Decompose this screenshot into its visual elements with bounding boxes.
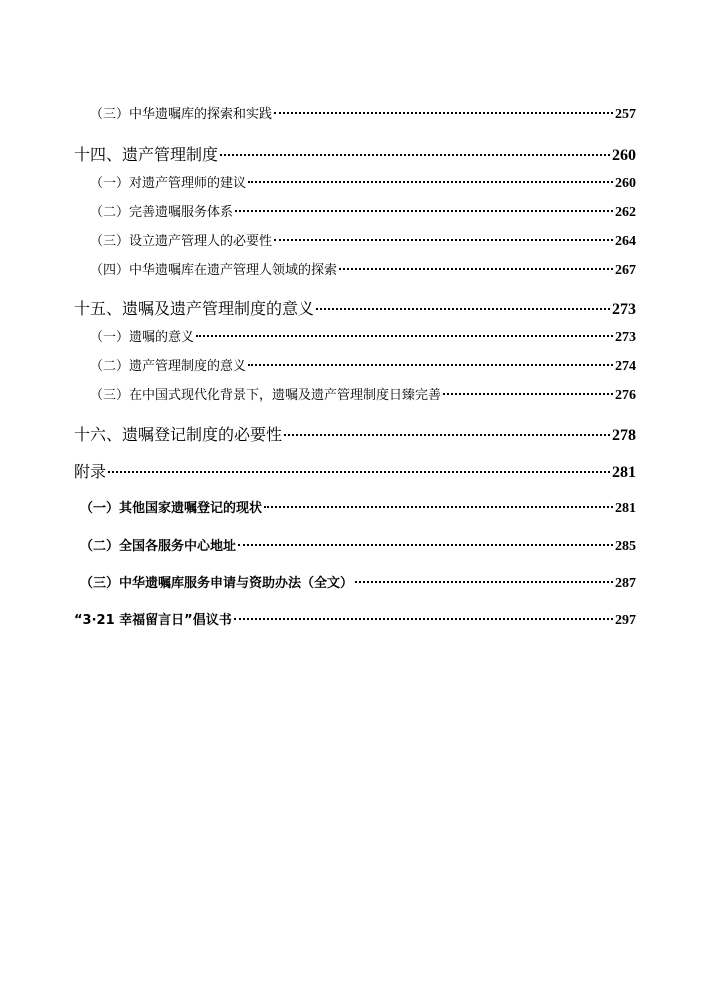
toc-entry-page: 281 [612,464,636,481]
dot-leader [274,239,613,241]
toc-entry-page: 267 [615,263,636,278]
dot-leader [264,506,613,508]
dot-leader [220,154,610,156]
toc-entry-page: 297 [615,613,636,628]
dot-leader [284,434,610,436]
toc-entry [90,326,636,346]
dot-leader [248,364,613,366]
toc-entry-title: 十四、遗产管理制度 [74,145,219,164]
toc-entry-title: （一）其他国家遗嘱登记的现状 [80,501,263,516]
toc-entry-page: 264 [615,234,636,249]
toc-entry [90,259,636,279]
toc-entry-title: （三）中华遗嘱库的探索和实践 [90,107,273,122]
toc-entry-title: （三）设立遗产管理人的必要性 [90,234,273,249]
toc-entry-title: （一）遗嘱的意义 [90,330,195,345]
toc-entry-page: 287 [615,576,636,591]
dot-leader [443,393,613,395]
toc-entry [90,201,636,221]
toc-entry-title: （三）中华遗嘱库服务申请与资助办法（全文） [80,576,354,591]
toc-entry [90,355,636,375]
dot-leader [339,268,613,270]
toc-entry [74,296,636,319]
toc-entry [74,422,636,445]
toc-entry [80,497,636,517]
toc-entry-title: 十五、遗嘱及遗产管理制度的意义 [74,299,315,318]
toc-entry-page: 260 [615,176,636,191]
toc-entry-page: 273 [612,301,636,318]
toc-entry-title: （一）对遗产管理师的建议 [90,176,247,191]
dot-leader [355,581,613,583]
dot-leader [235,210,613,212]
dot-leader [274,112,613,114]
dot-leader [234,618,613,620]
toc-entry-title: “3·21 幸福留言日”倡议书 [74,613,232,628]
toc-entry-title: （二）全国各服务中心地址 [80,539,237,554]
dot-leader [248,181,613,183]
toc-entry [90,230,636,250]
toc-entry-title: 十六、遗嘱登记制度的必要性 [74,425,283,444]
toc-entry-title: 附录 [74,462,107,481]
dot-leader [316,308,610,310]
toc-entry-title: （三）在中国式现代化背景下，遗嘱及遗产管理制度日臻完善 [90,388,442,403]
toc-entry-page: 276 [615,388,636,403]
toc-entry-page: 273 [615,330,636,345]
toc-entry-title: （二）完善遗嘱服务体系 [90,205,234,220]
toc-entry-page: 260 [612,147,636,164]
dot-leader [196,335,613,337]
toc-entry [90,103,636,123]
toc-entry-page: 257 [615,107,636,122]
toc-entry-page: 278 [612,427,636,444]
toc-entry [90,172,636,192]
toc-entry-page: 285 [615,539,636,554]
toc-entry [90,384,636,404]
toc-entry-page: 274 [615,359,636,374]
dot-leader [238,544,613,546]
dot-leader [108,471,610,473]
toc-entry-page: 281 [615,501,636,516]
toc-entry-title: （四）中华遗嘱库在遗产管理人领域的探索 [90,263,338,278]
toc-entry [80,572,636,592]
toc-entry [80,535,636,555]
toc-entry [74,609,636,629]
toc-entry [74,142,636,165]
toc-entry [74,459,636,482]
toc-entry-title: （二）遗产管理制度的意义 [90,359,247,374]
toc-entry-page: 262 [615,205,636,220]
